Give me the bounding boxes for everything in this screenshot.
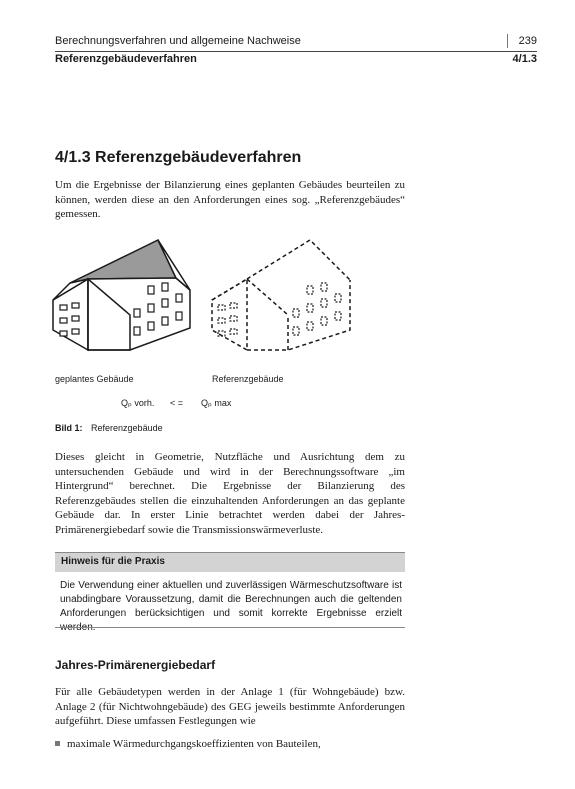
bullet-icon bbox=[55, 741, 60, 746]
running-subheader bbox=[55, 53, 537, 65]
reference-building-windows bbox=[218, 283, 341, 336]
hint-box-heading: Hinweis für die Praxis bbox=[61, 556, 165, 567]
header-chapter-number: 4/1.3 bbox=[512, 53, 537, 65]
chapter-title: 4/1.3 Referenzgebäudeverfahren bbox=[55, 149, 302, 166]
header-chapter-title: Referenzgebäudeverfahren bbox=[55, 53, 197, 65]
q-max-label: Qₚ max bbox=[201, 398, 232, 408]
header-separator bbox=[507, 34, 508, 48]
subheading: Jahres-Primärenergiebedarf bbox=[55, 658, 216, 672]
reference-building-drawing bbox=[212, 240, 350, 350]
header-section-title: Berechnungsverfahren und allgemeine Nachweise bbox=[55, 35, 301, 47]
building-comparison-figure bbox=[50, 235, 370, 365]
figure-caption-number: Bild 1: bbox=[55, 423, 83, 433]
bullet-list-item bbox=[55, 738, 405, 750]
q-existing-label: Qₚ vorh. bbox=[121, 398, 155, 408]
hint-box-header bbox=[55, 552, 405, 572]
hint-box-text: Die Verwendung einer aktuellen und zuverlässigen Wärmeschutzsoftware ist unabdingbare Voraussetzung, damit die Berechnungen auch die geltenden Anforderungen berücksichtigen und somit korrekte Ergebnisse erzielt bbox=[60, 580, 402, 619]
body-paragraph-3: Für alle Gebäudetypen werden in der Anlage 1 (für Wohngebäude) bzw. Anlage 2 (für Nichtwohngebäude) des GEG jeweils bestimmte Anforderungen aufgeführt. Diese umfassen Festlegungen wie bbox=[55, 686, 405, 727]
reference-building-label: Referenzgebäude bbox=[212, 374, 284, 384]
header-rule bbox=[55, 51, 537, 52]
hint-box-rule bbox=[55, 627, 405, 628]
intro-paragraph: Um die Ergebnisse der Bilanzierung eines geplanten Gebäudes beurteilen zu können, werden diese an den Anforderungen eines sog. „Referenzgebäudes“ gemessen. bbox=[55, 179, 405, 220]
figure-caption bbox=[55, 423, 163, 433]
figure-caption-text: Referenzgebäude bbox=[91, 423, 163, 433]
bullet-text: maximale Wärmedurchgangskoeffizienten von Bauteilen, bbox=[67, 738, 321, 750]
planned-building-label: geplantes Gebäude bbox=[55, 374, 134, 384]
page-number: 239 bbox=[518, 35, 537, 47]
comparison-operator: < = bbox=[170, 398, 184, 408]
running-header bbox=[55, 35, 537, 49]
body-paragraph-2: Dieses gleicht in Geometrie, Nutzfläche und Ausrichtung dem zu untersuchenden Gebäude und wird in der Berechnungssoftware „im Hintergrund“ berechnet. Die Ergebnisse der Bilanzierung des Referenzgebäudes stellen die einzuhaltenden Anforderungen an das geplante Gebäude dar. In erster Linie betrachtet werden dabei der Jahres-Primärenergiebedarf sowie die Transmissionswärmeverluste. bbox=[55, 451, 405, 536]
